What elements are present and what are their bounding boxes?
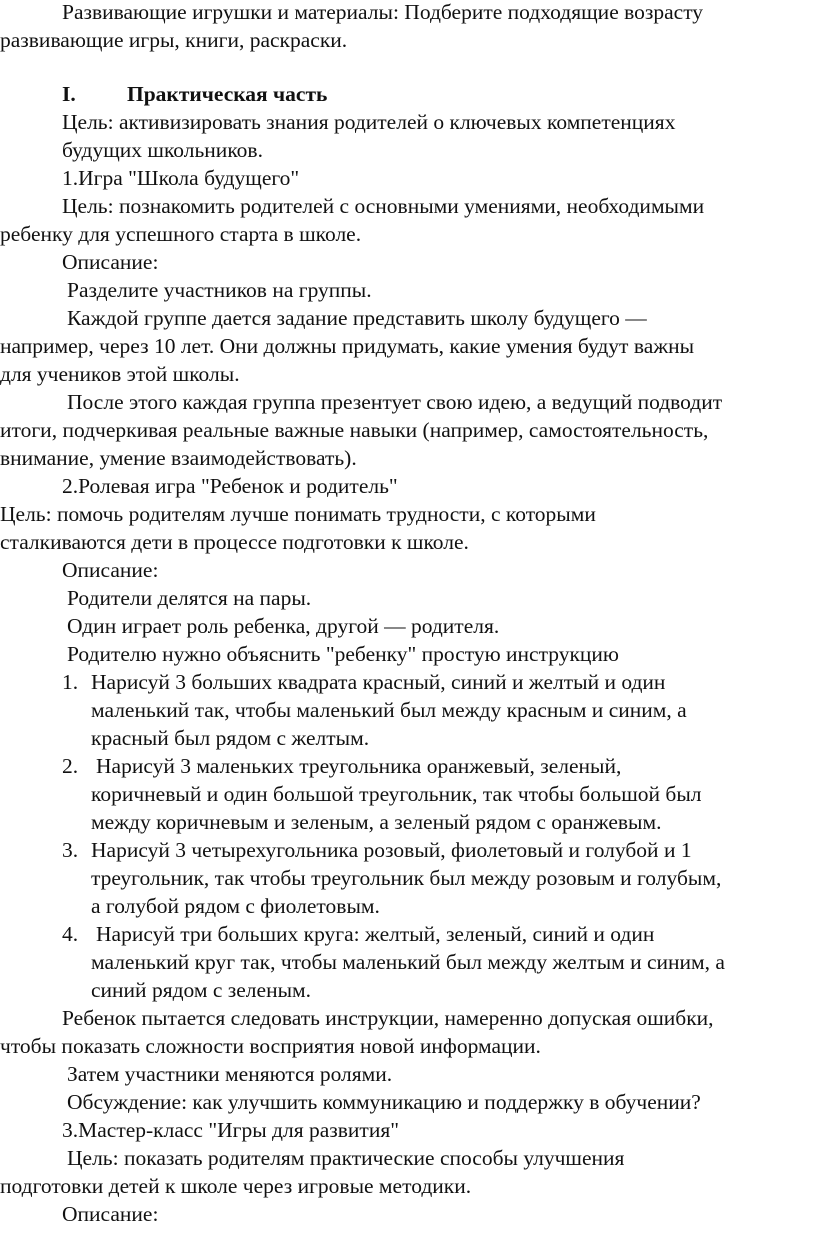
game3-title: 3.Мастер-класс "Игры для развития" (62, 1118, 399, 1142)
game1-title: 1.Игра "Школа будущего" (62, 166, 300, 190)
game1-paragraph-1: Разделите участников на группы. (67, 278, 372, 302)
main-goal-line-2: будущих школьников. (62, 138, 263, 162)
list-item-line-3: синий рядом с зеленым. (91, 978, 311, 1002)
game2-paragraph-2: Один играет роль ребенка, другой — родителя. (67, 614, 500, 638)
list-item-line-3: красный был рядом с желтым. (91, 726, 370, 750)
list-item-line-1: Нарисуй три больших круга: желтый, зеленый, синий и один (96, 922, 655, 946)
list-item-number: 3. (62, 838, 79, 862)
game1-goal-line-2: ребенку для успешного старта в школе. (0, 222, 362, 246)
game1-paragraph-3-line-2: итоги, подчеркивая реальные важные навыки (например, самостоятельность, (0, 418, 709, 442)
game2-goal-line-1: Цель: помочь родителям лучше понимать трудности, с которыми (0, 502, 596, 526)
intro-line-2: развивающие игры, книги, раскраски. (0, 28, 348, 52)
game1-paragraph-3-line-1: После этого каждая группа презентует свою идею, а ведущий подводит (67, 390, 723, 414)
list-item-number: 4. (62, 922, 79, 946)
list-item-line-1: Нарисуй 3 маленьких треугольника оранжевый, зеленый, (96, 754, 622, 778)
main-goal-line-1: Цель: активизировать знания родителей о ключевых компетенциях (62, 110, 676, 134)
game2-paragraph-1: Родители делятся на пары. (67, 586, 312, 610)
list-item-line-2: треугольник, так чтобы треугольник был между розовым и голубым, (91, 866, 722, 890)
game1-paragraph-2-line-1: Каждой группе дается задание представить школу будущего — (67, 306, 647, 330)
section-number: I. (62, 82, 76, 106)
game2-after-line-2: чтобы показать сложности восприятия новой информации. (0, 1034, 541, 1058)
list-item-line-3: между коричневым и зеленым, а зеленый рядом с оранжевым. (91, 810, 662, 834)
list-item-number: 2. (62, 754, 79, 778)
game2-after-line-1: Ребенок пытается следовать инструкции, намеренно допуская ошибки, (62, 1006, 714, 1030)
game2-description-label: Описание: (62, 558, 159, 582)
game1-paragraph-2-line-3: для учеников этой школы. (0, 362, 240, 386)
game3-goal-line-1: Цель: показать родителям практические способы улучшения (67, 1146, 625, 1170)
list-item-line-2: коричневый и один большой треугольник, так чтобы большой был (91, 782, 702, 806)
game3-description-label: Описание: (62, 1202, 159, 1226)
game2-paragraph-5: Обсуждение: как улучшить коммуникацию и поддержку в обучении? (67, 1090, 701, 1114)
section-title: Практическая часть (127, 82, 328, 106)
list-item-line-3: а голубой рядом с фиолетовым. (91, 894, 380, 918)
game3-goal-line-2: подготовки детей к школе через игровые методики. (0, 1174, 472, 1198)
game2-goal-line-2: сталкиваются дети в процессе подготовки к школе. (0, 530, 469, 554)
list-item-line-1: Нарисуй 3 четырехугольника розовый, фиолетовый и голубой и 1 (91, 838, 692, 862)
list-item-line-2: маленький так, чтобы маленький был между красным и синим, а (91, 698, 687, 722)
list-item-line-1: Нарисуй 3 больших квадрата красный, синий и желтый и один (91, 670, 666, 694)
game2-paragraph-4: Затем участники меняются ролями. (67, 1062, 393, 1086)
list-item-number: 1. (62, 670, 79, 694)
game1-goal-line-1: Цель: познакомить родителей с основными умениями, необходимыми (62, 194, 705, 218)
game2-paragraph-3: Родителю нужно объяснить "ребенку" простую инструкцию (67, 642, 619, 666)
game1-paragraph-3-line-3: внимание, умение взаимодействовать). (0, 446, 357, 470)
game1-description-label: Описание: (62, 250, 159, 274)
game1-paragraph-2-line-2: например, через 10 лет. Они должны придумать, какие умения будут важны (0, 334, 695, 358)
list-item-line-2: маленький круг так, чтобы маленький был между желтым и синим, а (91, 950, 725, 974)
intro-line-1: Развивающие игрушки и материалы: Подберите подходящие возрасту (62, 0, 704, 24)
game2-title: 2.Ролевая игра "Ребенок и родитель" (62, 474, 398, 498)
